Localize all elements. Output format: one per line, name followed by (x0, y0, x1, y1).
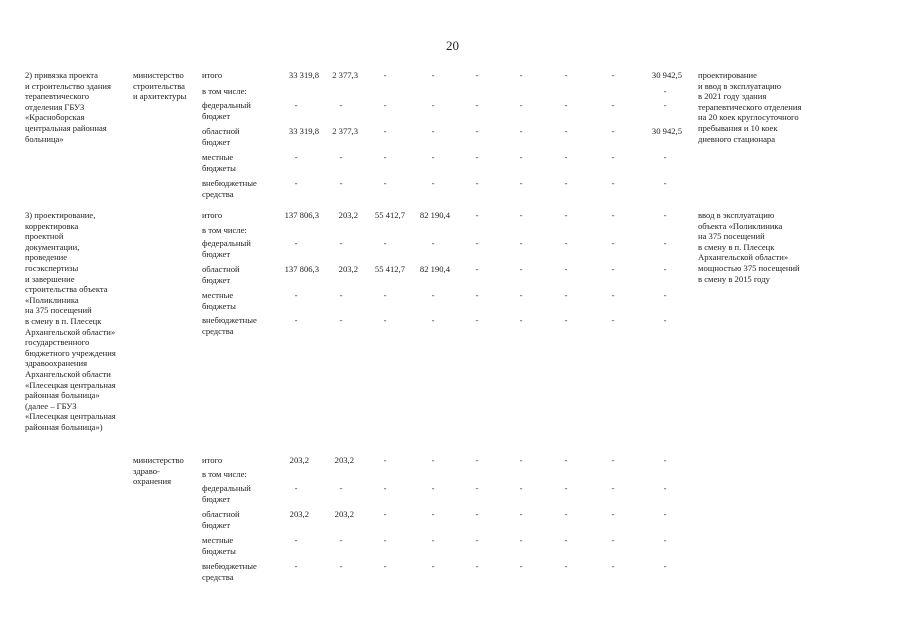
dash-cell: - (431, 455, 435, 465)
dash-cell: - (564, 315, 568, 325)
dash-cell: - (611, 152, 615, 162)
dash-cell: - (475, 509, 479, 519)
dash-cell: - (431, 152, 435, 162)
dash-cell: - (294, 152, 298, 162)
dash-cell: - (431, 561, 435, 571)
dash-cell: - (475, 290, 479, 300)
row-label-v-tom-chisle: в том числе: (202, 469, 247, 479)
row-label-federal: федеральный бюджет (202, 483, 251, 504)
row-label-vnebudzhet: внебюджетные средства (202, 315, 257, 336)
dash-cell: - (431, 535, 435, 545)
dash-cell: - (431, 178, 435, 188)
dash-cell: - (294, 561, 298, 571)
dash-cell: - (663, 290, 667, 300)
value-2016: 82 190,4 (419, 210, 450, 220)
dash-cell: - (383, 483, 387, 493)
dash-cell: - (339, 561, 343, 571)
dash-cell: - (431, 315, 435, 325)
dash-cell: - (475, 152, 479, 162)
row-label-itogo: итого (202, 210, 223, 220)
dash-cell: - (519, 455, 523, 465)
dash-cell: - (383, 238, 387, 248)
dash-cell: - (663, 509, 667, 519)
row-label-oblast: областной бюджет (202, 264, 240, 285)
dash-cell: - (519, 178, 523, 188)
executor-construction-ministry: министерство строительства и архитектуры (133, 70, 187, 102)
value-2014: 203,2 (338, 264, 358, 274)
page-number: 20 (446, 38, 459, 53)
dash-cell: - (611, 126, 615, 136)
dash-cell: - (431, 100, 435, 110)
value-total: 203,2 (289, 455, 309, 465)
dash-cell: - (294, 238, 298, 248)
executor-health-ministry: министерство здраво- охранения (133, 455, 184, 487)
dash-cell: - (611, 70, 615, 80)
dash-cell: - (564, 178, 568, 188)
dash-cell: - (519, 561, 523, 571)
value-2014: 2 377,3 (332, 126, 358, 136)
dash-cell: - (611, 561, 615, 571)
row-label-v-tom-chisle: в том числе: (202, 86, 247, 96)
row-label-vnebudzhet: внебюджетные средства (202, 178, 257, 199)
dash-cell: - (611, 509, 615, 519)
dash-cell: - (475, 315, 479, 325)
row-label-federal: федеральный бюджет (202, 238, 251, 259)
dash-cell: - (475, 535, 479, 545)
value-total: 137 806,3 (284, 264, 319, 274)
row-label-vnebudzhet: внебюджетные средства (202, 561, 257, 582)
dash-cell: - (431, 238, 435, 248)
dash-cell: - (564, 126, 568, 136)
dash-cell: - (294, 315, 298, 325)
dash-cell: - (383, 126, 387, 136)
value-2014: 203,2 (334, 455, 354, 465)
dash-cell: - (519, 126, 523, 136)
dash-cell: - (431, 290, 435, 300)
dash-cell: - (663, 535, 667, 545)
dash-cell: - (294, 535, 298, 545)
dash-cell: - (339, 483, 343, 493)
value-2014: 203,2 (338, 210, 358, 220)
dash-cell: - (294, 483, 298, 493)
dash-cell: - (663, 315, 667, 325)
dash-cell: - (339, 152, 343, 162)
dash-cell: - (339, 100, 343, 110)
dash-cell: - (519, 535, 523, 545)
dash-cell: - (564, 70, 568, 80)
dash-cell: - (475, 70, 479, 80)
value-total: 33 319,8 (288, 70, 319, 80)
value-total: 203,2 (289, 509, 309, 519)
dash-cell: - (519, 238, 523, 248)
dash-cell: - (564, 238, 568, 248)
dash-cell: - (431, 509, 435, 519)
dash-cell: - (564, 483, 568, 493)
dash-cell: - (383, 70, 387, 80)
dash-cell: - (294, 290, 298, 300)
dash-cell: - (294, 178, 298, 188)
value-2014: 203,2 (334, 509, 354, 519)
row-label-oblast: областной бюджет (202, 126, 240, 147)
dash-cell: - (663, 178, 667, 188)
dash-cell: - (663, 86, 667, 96)
dash-cell: - (475, 126, 479, 136)
dash-cell: - (431, 70, 435, 80)
dash-cell: - (475, 100, 479, 110)
dash-cell: - (475, 483, 479, 493)
dash-cell: - (611, 178, 615, 188)
dash-cell: - (611, 100, 615, 110)
dash-cell: - (564, 152, 568, 162)
dash-cell: - (519, 152, 523, 162)
dash-cell: - (383, 509, 387, 519)
dash-cell: - (339, 535, 343, 545)
dash-cell: - (475, 455, 479, 465)
dash-cell: - (611, 483, 615, 493)
dash-cell: - (519, 315, 523, 325)
dash-cell: - (663, 455, 667, 465)
dash-cell: - (519, 264, 523, 274)
row-label-itogo: итого (202, 70, 223, 80)
dash-cell: - (339, 290, 343, 300)
dash-cell: - (663, 264, 667, 274)
row-label-mestnye: местные бюджеты (202, 535, 236, 556)
dash-cell: - (475, 264, 479, 274)
dash-cell: - (564, 535, 568, 545)
value-2016: 82 190,4 (419, 264, 450, 274)
event-description-2: 3) проектирование, корректировка проектной документации, проведение госэкспертизы и завершение строительства объекта «Поликлиника на 375 посещений в смену в п. Плесецк Архангельской области» государственного бюджетного учреждения здравоохранения Архангельской области «Плесецкая центральная районная больница» (далее – ГБУЗ «Плесецкая центральная районная больница») (25, 210, 116, 432)
dash-cell: - (431, 483, 435, 493)
dash-cell: - (663, 561, 667, 571)
dash-cell: - (564, 561, 568, 571)
row-label-v-tom-chisle: в том числе: (202, 225, 247, 235)
dash-cell: - (339, 315, 343, 325)
dash-cell: - (383, 455, 387, 465)
dash-cell: - (519, 483, 523, 493)
dash-cell: - (519, 290, 523, 300)
dash-cell: - (339, 238, 343, 248)
value-2015: 55 412,7 (374, 264, 405, 274)
value-2015: 55 412,7 (374, 210, 405, 220)
dash-cell: - (383, 290, 387, 300)
dash-cell: - (611, 535, 615, 545)
dash-cell: - (663, 238, 667, 248)
expected-result-1: проектирование и ввод в эксплуатацию в 2021 году здания терапевтического отделения на 20 коек круглосуточного пребывания и 10 коек дневного стационара (698, 70, 802, 144)
dash-cell: - (663, 152, 667, 162)
dash-cell: - (383, 535, 387, 545)
value-total: 137 806,3 (284, 210, 319, 220)
dash-cell: - (564, 290, 568, 300)
dash-cell: - (611, 210, 615, 220)
dash-cell: - (564, 455, 568, 465)
value-2020: 30 942,5 (651, 70, 682, 80)
dash-cell: - (339, 178, 343, 188)
dash-cell: - (564, 264, 568, 274)
dash-cell: - (663, 100, 667, 110)
value-2020: 30 942,5 (651, 126, 682, 136)
dash-cell: - (564, 100, 568, 110)
row-label-mestnye: местные бюджеты (202, 290, 236, 311)
value-2014: 2 377,3 (332, 70, 358, 80)
dash-cell: - (611, 238, 615, 248)
expected-result-2: ввод в эксплуатацию объекта «Поликлиника на 375 посещений в смену в п. Плесецк Архангельской области» мощностью 375 посещений в смену в 2015 году (698, 210, 800, 284)
dash-cell: - (294, 100, 298, 110)
dash-cell: - (611, 315, 615, 325)
dash-cell: - (663, 483, 667, 493)
dash-cell: - (564, 210, 568, 220)
dash-cell: - (519, 509, 523, 519)
dash-cell: - (611, 455, 615, 465)
dash-cell: - (383, 100, 387, 110)
dash-cell: - (383, 315, 387, 325)
dash-cell: - (663, 210, 667, 220)
dash-cell: - (519, 100, 523, 110)
dash-cell: - (383, 152, 387, 162)
row-label-itogo: итого (202, 455, 223, 465)
dash-cell: - (564, 509, 568, 519)
dash-cell: - (383, 178, 387, 188)
row-label-oblast: областной бюджет (202, 509, 240, 530)
value-total: 33 319,8 (288, 126, 319, 136)
dash-cell: - (519, 70, 523, 80)
dash-cell: - (475, 238, 479, 248)
row-label-federal: федеральный бюджет (202, 100, 251, 121)
row-label-mestnye: местные бюджеты (202, 152, 236, 173)
dash-cell: - (475, 178, 479, 188)
dash-cell: - (431, 126, 435, 136)
dash-cell: - (519, 210, 523, 220)
dash-cell: - (611, 264, 615, 274)
dash-cell: - (475, 210, 479, 220)
event-description-1: 2) привязка проекта и строительство здания терапевтического отделения ГБУЗ «Красноборская центральная районная больница» (25, 70, 111, 144)
dash-cell: - (383, 561, 387, 571)
dash-cell: - (475, 561, 479, 571)
dash-cell: - (611, 290, 615, 300)
